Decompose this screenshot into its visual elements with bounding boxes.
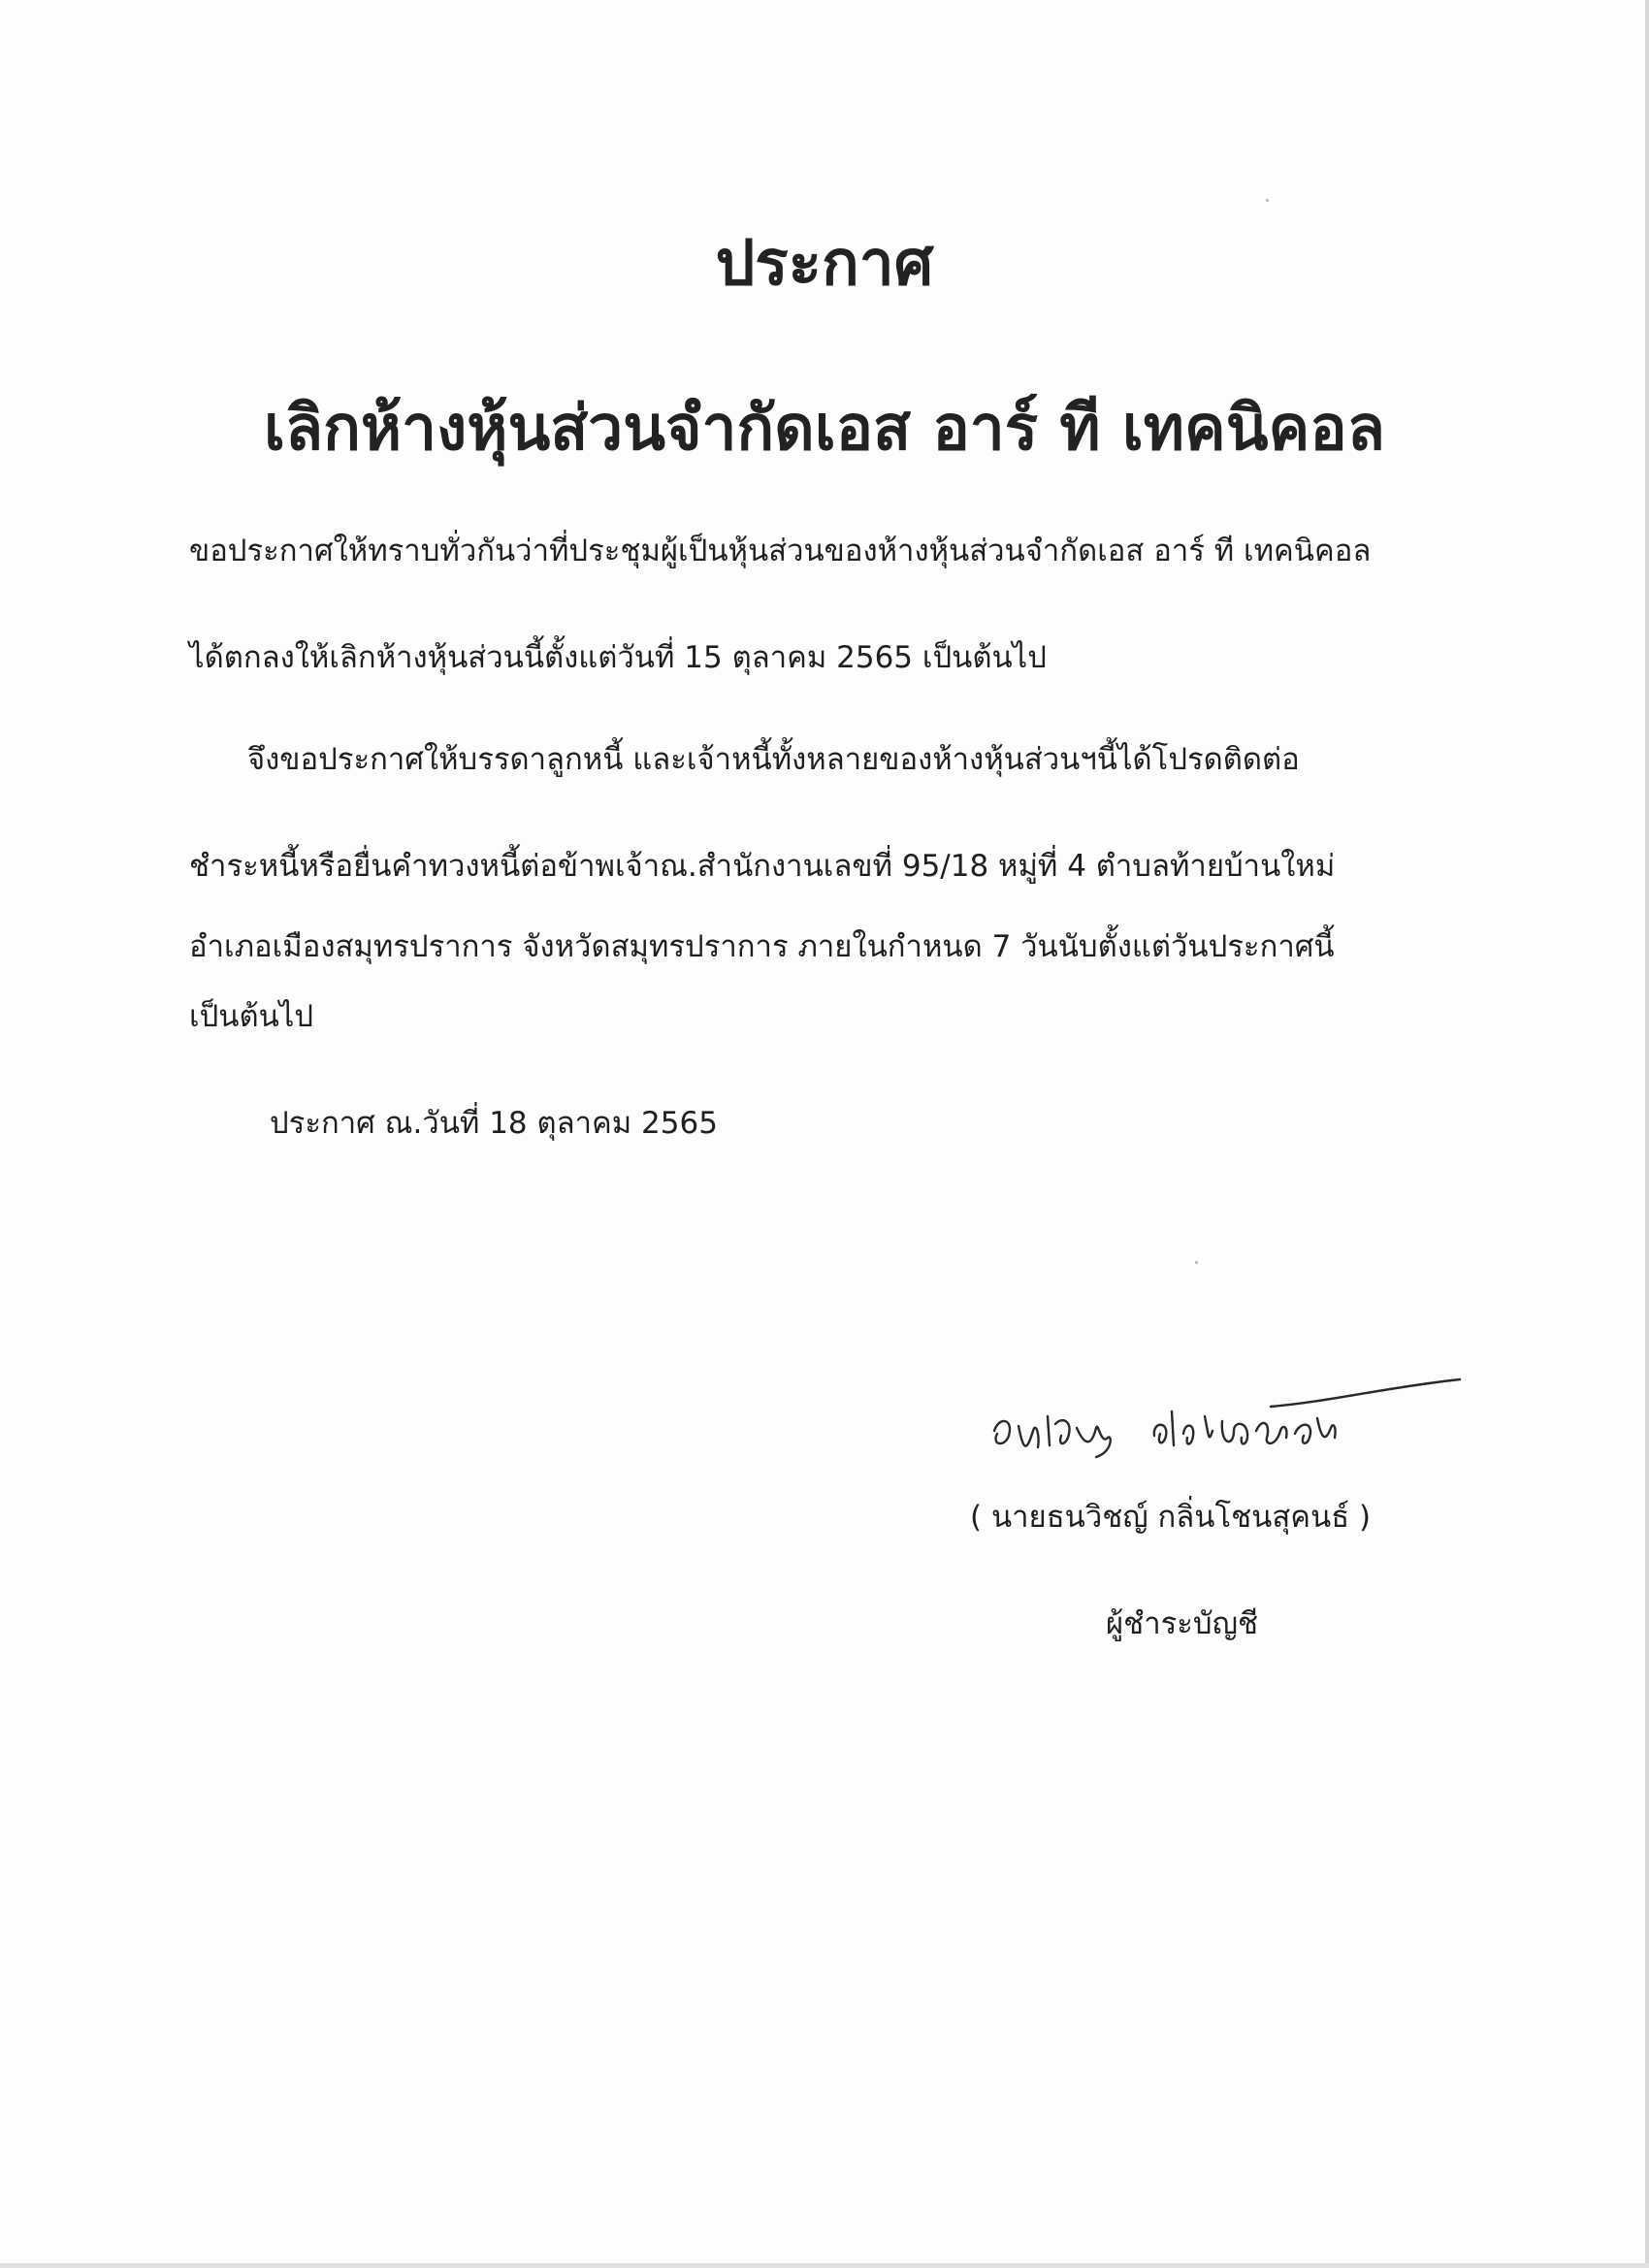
signer-name: ( นายธนวิชญ์ กลิ่นโชนสุคนธ์ ) xyxy=(970,1500,1372,1535)
paragraph2-line2: ชำระหนี้หรือยื่นคำทวงหนี้ต่อข้าพเจ้าณ.สำนักงานเลขที่ 95/18 หมู่ที่ 4 ตำบลท้ายบ้านใหม่ xyxy=(189,849,1336,884)
scan-speck xyxy=(1195,1261,1198,1264)
handwritten-signature xyxy=(980,1377,1465,1474)
paragraph1-line1: ขอประกาศให้ทราบทั่วกันว่าที่ประชุมผู้เป็นหุ้นส่วนของห้างหุ้นส่วนจำกัดเอส อาร์ ที เทคนิคอล xyxy=(189,534,1372,568)
paragraph2-line3: อำเภอเมืองสมุทรปราการ จังหวัดสมุทรปราการ ภายในกำหนด 7 วันนับตั้งแต่วันประกาศนี้ xyxy=(189,929,1335,964)
document-title: ประกาศ xyxy=(715,228,934,300)
paragraph1-line2: ได้ตกลงให้เลิกห้างหุ้นส่วนนี้ตั้งแต่วันที่ 15 ตุลาคม 2565 เป็นต้นไป xyxy=(189,640,1047,675)
signer-role: ผู้ชำระบัญชี xyxy=(1106,1606,1259,1641)
scan-edge-right xyxy=(1645,0,1649,2268)
scan-edge-bottom xyxy=(0,2263,1649,2268)
paragraph2-line1: จึงขอประกาศให้บรรดาลูกหนี้ และเจ้าหนี้ทั้งหลายของห้างหุ้นส่วนฯนี้ได้โปรดติดต่อ xyxy=(247,742,1300,777)
document-subtitle: เลิกห้างหุ้นส่วนจำกัดเอส อาร์ ที เทคนิคอล xyxy=(264,393,1385,465)
scan-speck xyxy=(1266,199,1269,202)
paragraph2-line4: เป็นต้นไป xyxy=(189,999,314,1034)
announcement-date: ประกาศ ณ.วันที่ 18 ตุลาคม 2565 xyxy=(270,1106,718,1141)
